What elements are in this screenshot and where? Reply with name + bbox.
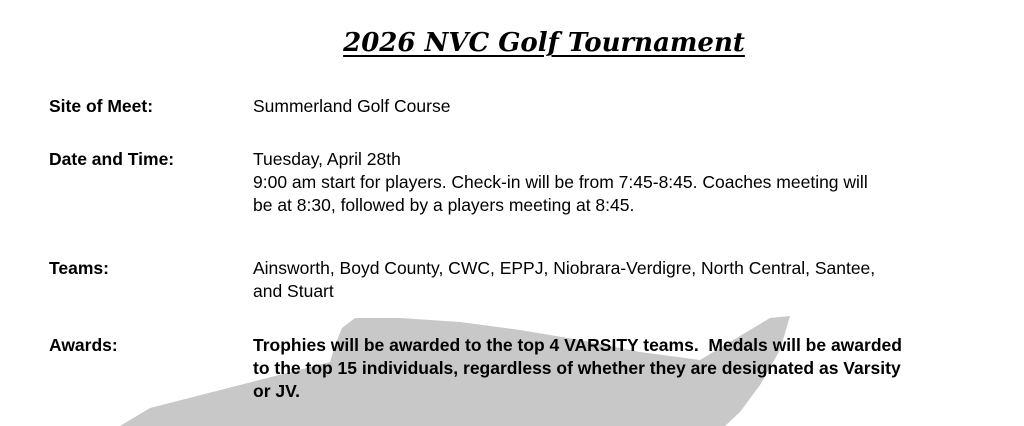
teams-label: Teams:: [49, 258, 109, 278]
awards-line-2: to the top 15 individuals, regardless of whether they are designated as Varsity: [253, 358, 901, 378]
site-label: Site of Meet:: [49, 96, 154, 116]
document-title: 2026 NVC Golf Tournament: [343, 28, 745, 58]
site-value: [253, 95, 973, 118]
awards-label: Awards:: [49, 335, 118, 355]
awards-line-3: or JV.: [253, 381, 301, 401]
teams-line-2: and Stuart: [253, 281, 334, 301]
date-time-line-1: Tuesday, April 28th: [253, 149, 401, 169]
site-value-text: Summerland Golf Course: [253, 96, 451, 116]
date-time-label: Date and Time:: [49, 149, 175, 169]
teams-line-1: Ainsworth, Boyd County, CWC, EPPJ, Niobrara-Verdigre, North Central, Santee,: [253, 258, 876, 278]
date-time-line-2: 9:00 am start for players. Check-in will be from 7:45-8:45. Coaches meeting will: [253, 172, 868, 192]
date-time-line-3: be at 8:30, followed by a players meeting at 8:45.: [253, 195, 635, 215]
date-time-value: [253, 148, 973, 217]
teams-value: [253, 257, 973, 303]
awards-line-1: Trophies will be awarded to the top 4 VARSITY teams. Medals will be awarded: [253, 335, 902, 355]
awards-value: [253, 334, 973, 403]
